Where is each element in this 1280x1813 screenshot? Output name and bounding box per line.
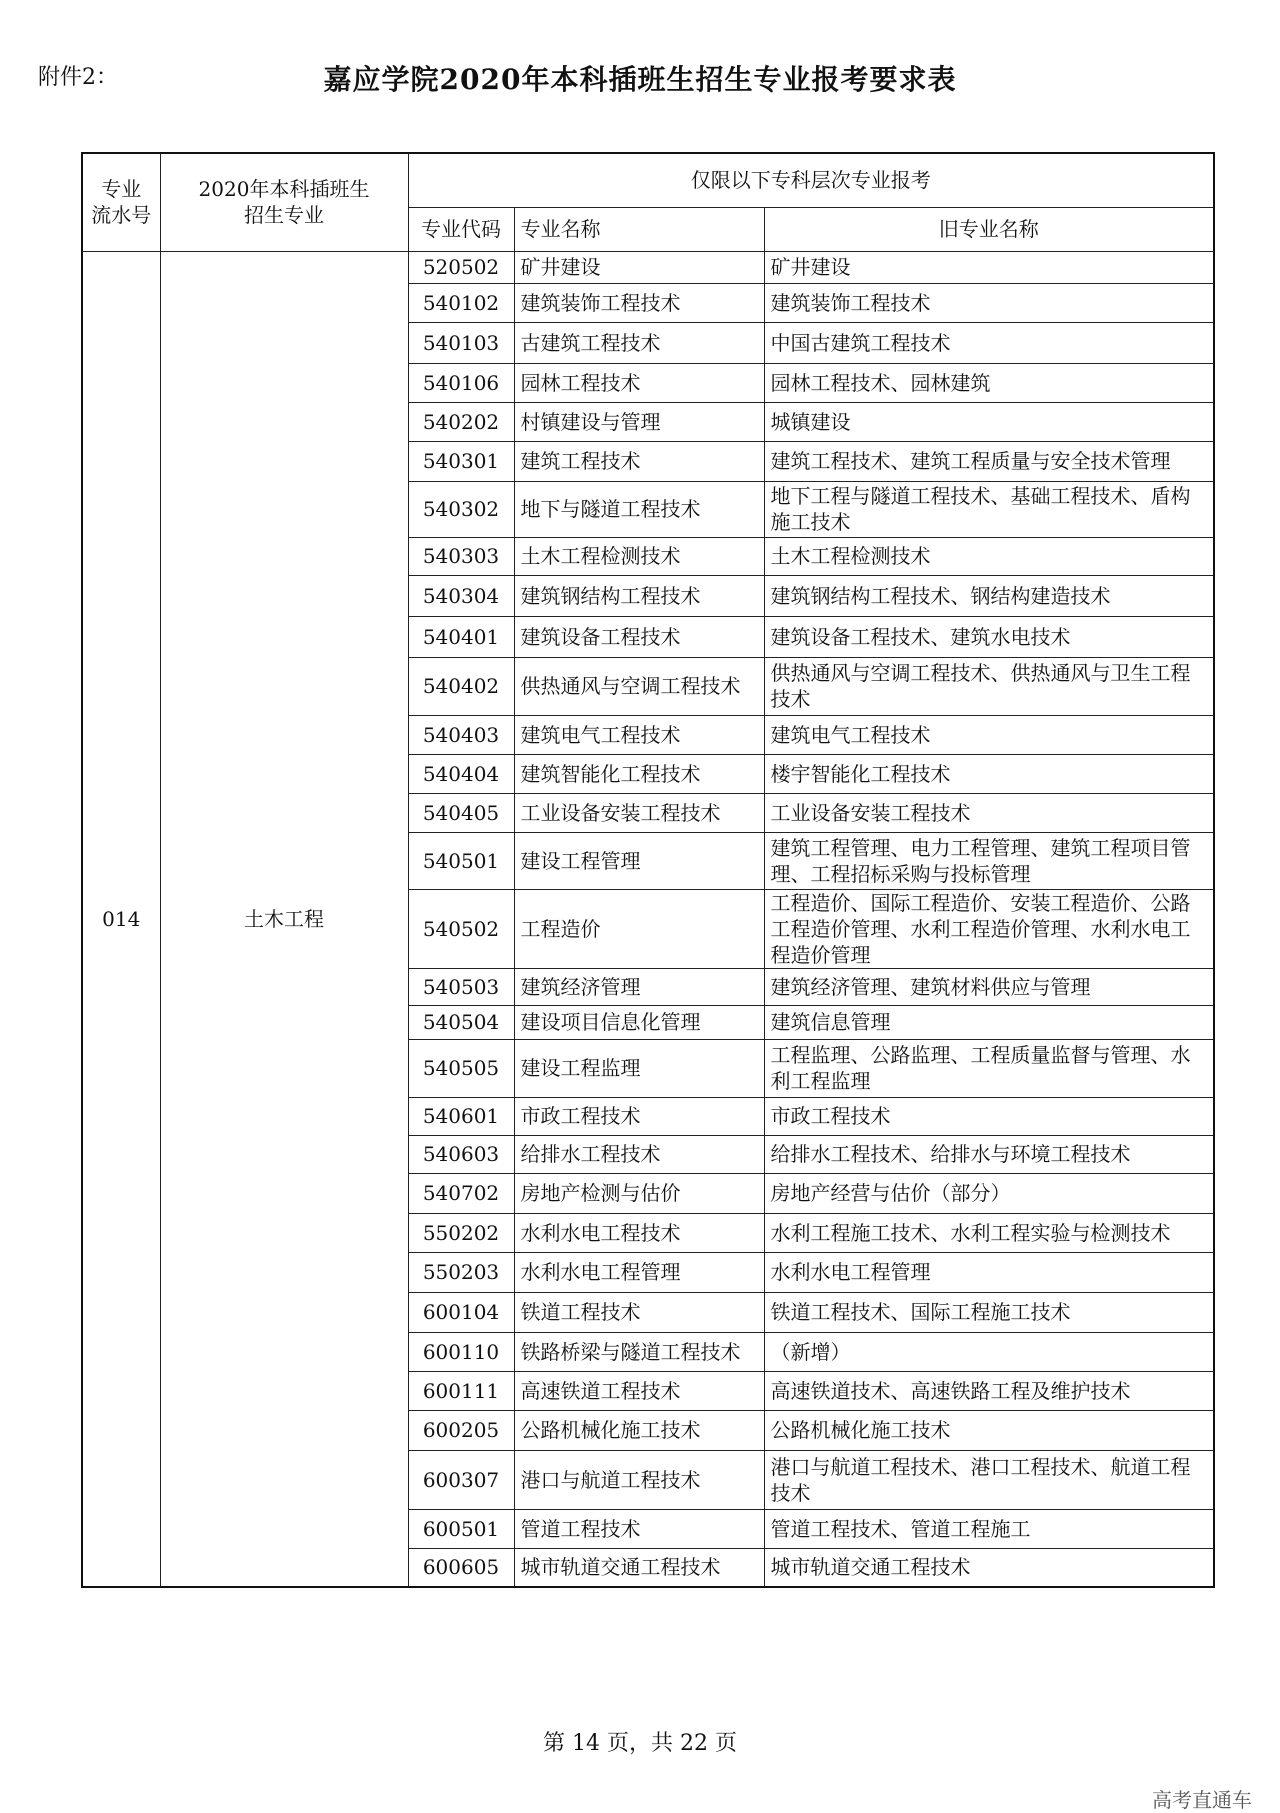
- code-cell: 540304: [408, 575, 514, 616]
- code-cell: 600501: [408, 1509, 514, 1548]
- code-cell: 540102: [408, 283, 514, 322]
- major-name-cell: 管道工程技术: [514, 1509, 764, 1548]
- code-cell: 540501: [408, 832, 514, 889]
- major-name-cell: 城市轨道交通工程技术: [514, 1548, 764, 1587]
- major-name-cell: 建设工程管理: [514, 832, 764, 889]
- code-cell: 600104: [408, 1292, 514, 1332]
- major-name-cell: 建筑工程技术: [514, 441, 764, 481]
- code-cell: 540403: [408, 715, 514, 754]
- serial-number-cell: 014: [82, 251, 160, 1587]
- code-cell: 540404: [408, 754, 514, 793]
- major-name-cell: 矿井建设: [514, 251, 764, 283]
- major-name-cell: 建筑钢结构工程技术: [514, 575, 764, 616]
- major-name-cell: 土木工程检测技术: [514, 537, 764, 575]
- major-name-cell: 建筑装饰工程技术: [514, 283, 764, 322]
- major-cell: 土木工程: [160, 251, 408, 1587]
- old-name-cell: 建筑钢结构工程技术、钢结构建造技术: [764, 575, 1214, 616]
- old-name-cell: 矿井建设: [764, 251, 1214, 283]
- code-cell: 520502: [408, 251, 514, 283]
- old-name-cell: 水利工程施工技术、水利工程实验与检测技术: [764, 1213, 1214, 1252]
- code-cell: 540504: [408, 1005, 514, 1039]
- code-cell: 600605: [408, 1548, 514, 1587]
- major-name-cell: 建筑经济管理: [514, 968, 764, 1005]
- table-row: [82, 251, 1214, 283]
- code-cell: 540702: [408, 1173, 514, 1213]
- old-name-cell: 房地产经营与估价（部分）: [764, 1173, 1214, 1213]
- old-name-cell: 中国古建筑工程技术: [764, 322, 1214, 363]
- old-name-cell: 工业设备安装工程技术: [764, 793, 1214, 832]
- header-allowed-group: 仅限以下专科层次专业报考: [408, 153, 1214, 207]
- code-cell: 600110: [408, 1332, 514, 1371]
- major-name-cell: 建筑电气工程技术: [514, 715, 764, 754]
- major-name-cell: 房地产检测与估价: [514, 1173, 764, 1213]
- header-serial: 专业 流水号: [82, 153, 160, 251]
- code-cell: 540503: [408, 968, 514, 1005]
- code-cell: 540402: [408, 657, 514, 715]
- old-name-cell: 给排水工程技术、给排水与环境工程技术: [764, 1135, 1214, 1173]
- old-name-cell: 楼宇智能化工程技术: [764, 754, 1214, 793]
- watermark: 高考直通车: [1152, 1788, 1252, 1812]
- major-name-cell: 铁路桥梁与隧道工程技术: [514, 1332, 764, 1371]
- major-name-cell: 工业设备安装工程技术: [514, 793, 764, 832]
- major-name-cell: 公路机械化施工技术: [514, 1410, 764, 1450]
- major-name-cell: 工程造价: [514, 889, 764, 968]
- header-name: 专业名称: [514, 207, 764, 251]
- major-name-cell: 建筑设备工程技术: [514, 616, 764, 657]
- old-name-cell: 水利水电工程管理: [764, 1252, 1214, 1292]
- old-name-cell: 建筑工程管理、电力工程管理、建筑工程项目管理、工程招标采购与投标管理: [764, 832, 1214, 889]
- code-cell: 540603: [408, 1135, 514, 1173]
- code-cell: 550202: [408, 1213, 514, 1252]
- major-name-cell: 建筑智能化工程技术: [514, 754, 764, 793]
- code-cell: 540502: [408, 889, 514, 968]
- code-cell: 540401: [408, 616, 514, 657]
- old-name-cell: 建筑信息管理: [764, 1005, 1214, 1039]
- major-name-cell: 建设工程监理: [514, 1039, 764, 1097]
- old-name-cell: 供热通风与空调工程技术、供热通风与卫生工程技术: [764, 657, 1214, 715]
- old-name-cell: 城镇建设: [764, 402, 1214, 441]
- major-name-cell: 水利水电工程技术: [514, 1213, 764, 1252]
- old-name-cell: 城市轨道交通工程技术: [764, 1548, 1214, 1587]
- old-name-cell: 建筑电气工程技术: [764, 715, 1214, 754]
- old-name-cell: 园林工程技术、园林建筑: [764, 363, 1214, 402]
- old-name-cell: 土木工程检测技术: [764, 537, 1214, 575]
- major-name-cell: 村镇建设与管理: [514, 402, 764, 441]
- major-name-cell: 供热通风与空调工程技术: [514, 657, 764, 715]
- old-name-cell: 港口与航道工程技术、港口工程技术、航道工程技术: [764, 1450, 1214, 1509]
- requirements-table: [81, 152, 1215, 1588]
- code-cell: 540601: [408, 1097, 514, 1135]
- header-major: 2020年本科插班生 招生专业: [160, 153, 408, 251]
- code-cell: 600307: [408, 1450, 514, 1509]
- old-name-cell: 公路机械化施工技术: [764, 1410, 1214, 1450]
- major-name-cell: 园林工程技术: [514, 363, 764, 402]
- code-cell: 600205: [408, 1410, 514, 1450]
- old-name-cell: 高速铁道技术、高速铁路工程及维护技术: [764, 1371, 1214, 1410]
- code-cell: 600111: [408, 1371, 514, 1410]
- old-name-cell: 管道工程技术、管道工程施工: [764, 1509, 1214, 1548]
- major-name-cell: 水利水电工程管理: [514, 1252, 764, 1292]
- major-name-cell: 给排水工程技术: [514, 1135, 764, 1173]
- old-name-cell: （新增）: [764, 1332, 1214, 1371]
- header-old-name: 旧专业名称: [764, 207, 1214, 251]
- code-cell: 540302: [408, 481, 514, 537]
- code-cell: 540103: [408, 322, 514, 363]
- major-name-cell: 市政工程技术: [514, 1097, 764, 1135]
- code-cell: 540505: [408, 1039, 514, 1097]
- page-title: 嘉应学院2020年本科插班生招生专业报考要求表: [323, 63, 957, 96]
- major-name-cell: 建设项目信息化管理: [514, 1005, 764, 1039]
- major-name-cell: 古建筑工程技术: [514, 322, 764, 363]
- major-name-cell: 高速铁道工程技术: [514, 1371, 764, 1410]
- old-name-cell: 工程监理、公路监理、工程质量监督与管理、水利工程监理: [764, 1039, 1214, 1097]
- code-cell: 540301: [408, 441, 514, 481]
- old-name-cell: 建筑工程技术、建筑工程质量与安全技术管理: [764, 441, 1214, 481]
- old-name-cell: 建筑装饰工程技术: [764, 283, 1214, 322]
- header-row-1: [82, 153, 1214, 207]
- attachment-label: 附件2：: [38, 65, 118, 90]
- code-cell: 540405: [408, 793, 514, 832]
- major-name-cell: 地下与隧道工程技术: [514, 481, 764, 537]
- code-cell: 550203: [408, 1252, 514, 1292]
- old-name-cell: 工程造价、国际工程造价、安装工程造价、公路工程造价管理、水利工程造价管理、水利水电工程造价管理: [764, 889, 1214, 968]
- major-name-cell: 铁道工程技术: [514, 1292, 764, 1332]
- old-name-cell: 地下工程与隧道工程技术、基础工程技术、盾构施工技术: [764, 481, 1214, 537]
- code-cell: 540106: [408, 363, 514, 402]
- code-cell: 540202: [408, 402, 514, 441]
- old-name-cell: 铁道工程技术、国际工程施工技术: [764, 1292, 1214, 1332]
- old-name-cell: 建筑设备工程技术、建筑水电技术: [764, 616, 1214, 657]
- old-name-cell: 市政工程技术: [764, 1097, 1214, 1135]
- page-number: 第 14 页，共 22 页: [543, 1731, 737, 1756]
- major-name-cell: 港口与航道工程技术: [514, 1450, 764, 1509]
- header-code: 专业代码: [408, 207, 514, 251]
- code-cell: 540303: [408, 537, 514, 575]
- old-name-cell: 建筑经济管理、建筑材料供应与管理: [764, 968, 1214, 1005]
